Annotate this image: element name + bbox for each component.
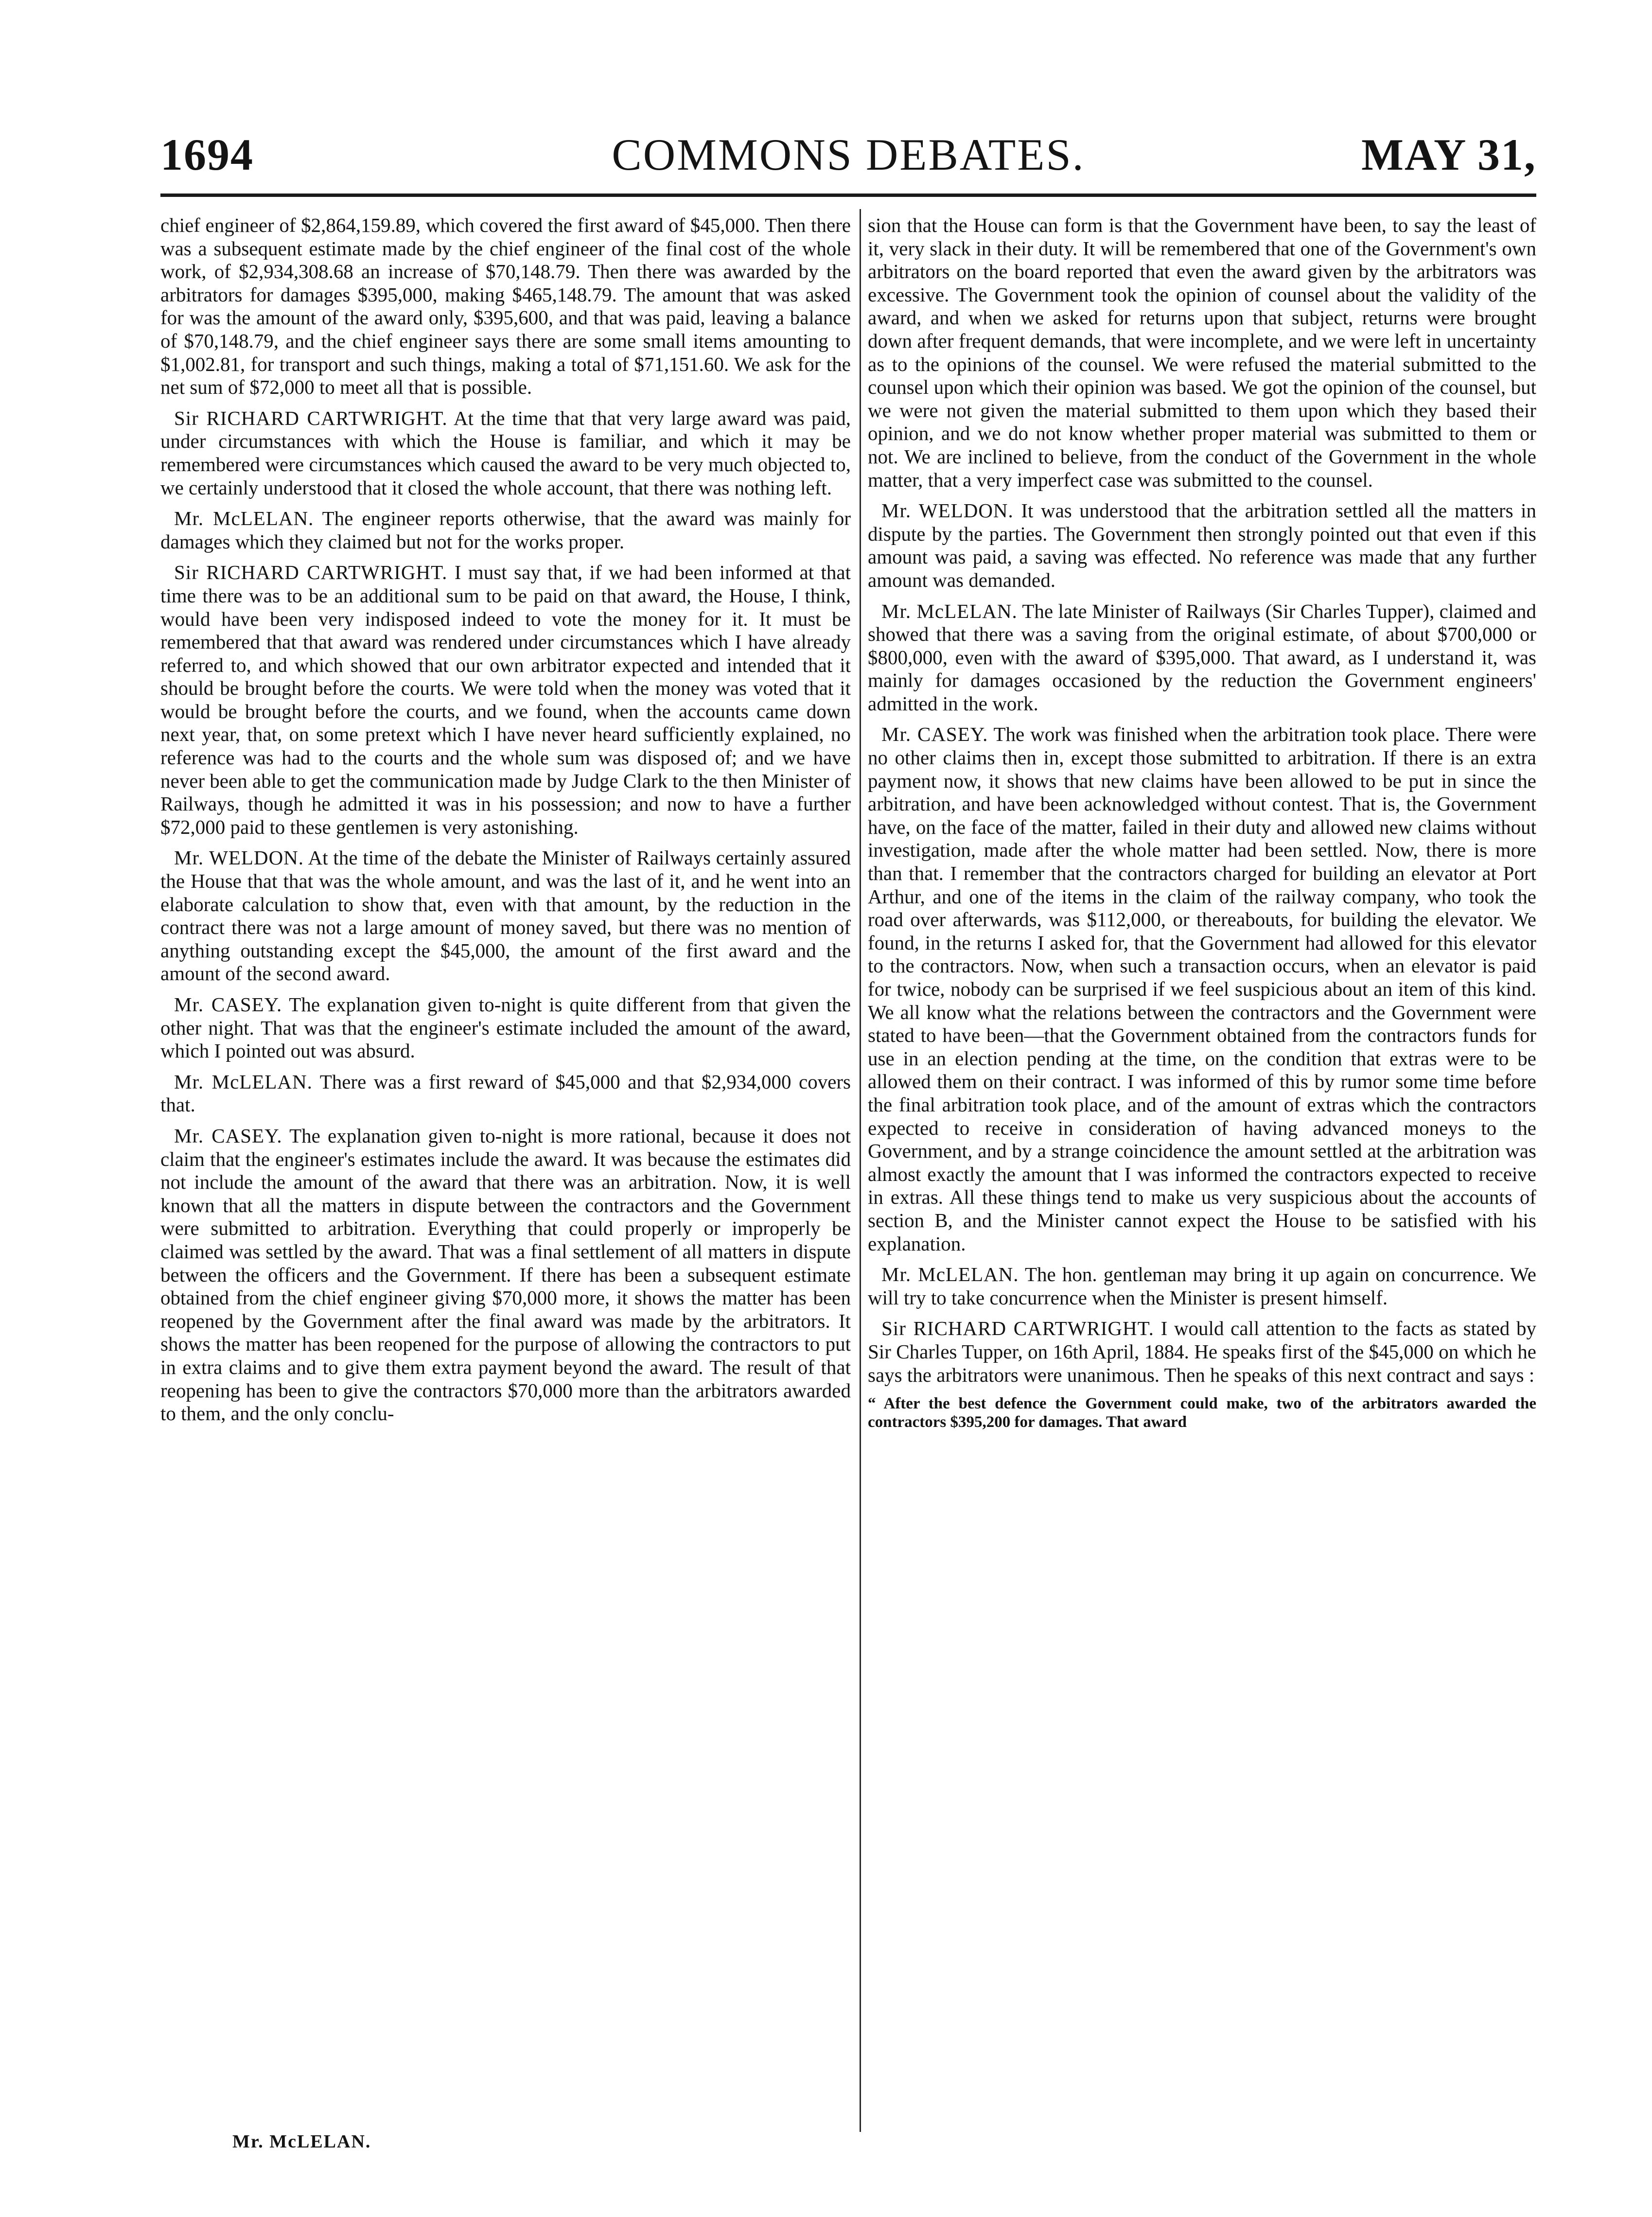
speaker-name: Mr. McLELAN. [881, 599, 1018, 622]
page-title: COMMONS DEBATES. [612, 130, 1085, 179]
paragraph-text: At the time of the debate the Minister of Railways certainly assured the House that that was the whole amount, and was the last of it, and he went into an elaborate calculation to show that, even with that amount, by the reduction in the contract there was not a large amount of money saved, but there was no mention of anything outstanding except the $45,000, the amount of the first award and the amount of the second award. [160, 846, 851, 985]
speaker-name: Mr. CASEY. [174, 993, 282, 1016]
paragraph [160, 993, 851, 1063]
speaker-name: Sir RICHARD CARTWRIGHT. [174, 406, 448, 429]
speaker-name: Mr. WELDON. [174, 846, 304, 869]
page-footer: Mr. McLELAN. [232, 2131, 371, 2152]
paragraph-text: At the time that that very large award was paid, under circumstances with which the House is familiar, and which it may be remembered were circumstances which caused the award to be very much objected to, we certainly understood that it closed the whole account, that there was nothing left. [160, 406, 851, 499]
paragraph-text: The explanation given to-night is more rational, because it does not claim that the engineer's estimates include the award. It was because the estimates did not include the amount of the award that there was an arbitration. Now, it is well known that all the matters in dispute between the contractors and the Government were submitted to arbitration. Everything that could properly or improperly be claimed was settled by the award. That was a final settlement of all matters in dispute between the officers and the Government. If there has been a subsequent estimate obtained from the chief engineer giving $70,000 more, it shows the matter has been reopened by the Government after the final award was made by the arbitrators. It shows the matter has been reopened for the purpose of allowing the contractors to put in extra claims and to give them extra payment beyond the award. The result of that reopening has been to give the contractors $70,000 more than the arbitrators awarded to them, and the only conclu- [160, 1124, 851, 1425]
speaker-name: Mr. CASEY. [174, 1124, 282, 1147]
paragraph-text: There was a first reward of $45,000 and that $2,934,000 covers that. [160, 1070, 851, 1116]
quotation: “ After the best defence the Government could make, two of the arbitrators awarded the contractors $395,200 for damages. That award [868, 1395, 1536, 1431]
page-header [160, 124, 1536, 197]
page-number: 1694 [160, 130, 254, 179]
paragraph [868, 1263, 1536, 1309]
paragraph-text: The explanation given to-night is quite different from that given the other night. That was that the engineer's estimate included the amount of the award, which I pointed out was absurd. [160, 993, 851, 1062]
column-divider [860, 209, 861, 2132]
speaker-name: Mr. McLELAN. [174, 507, 314, 530]
paragraph [868, 723, 1536, 1255]
paragraph-text: The work was finished when the arbitration took place. There were no other claims then in, except those submitted to arbitration. If there is an extra payment now, it shows that new claims have been allowed to be put in since the arbitration, and have been acknowledged without contest. That is, the Government have, on the face of the matter, failed in their duty and allowed new claims without investigation, made after the whole matter had been settled. Now, there is more than that. I remember that the contractors charged for building an elevator at Port Arthur, and one of the items in the claim of the railway company, who took the road over afterwards, was $112,000, or thereabouts, for building the elevator. We found, in the returns I asked for, that the Government had allowed for this elevator to the contractors. Now, when such a transaction occurs, when an elevator is paid for twice, nobody can be surprised if we feel suspicious about an item of this kind. We all know what the relations between the contractors and the Government were stated to have been—that the Government obtained from the contractors funds for use in an election pending at the time, on the condition that extras were to be allowed them on their contract. I was informed of this by rumor some time before the final arbitration took place, and of the amount of extras which the contractors expected to receive in consideration of having advanced moneys to the Government, and by a strange coincidence the amount settled at the arbitration was almost exactly the amount that I was informed the contractors expected to receive in extras. All these things tend to make us very suspicious about the accounts of section B, and the Minister cannot expect the House to be satisfied with his explanation. [868, 723, 1536, 1255]
paragraph [160, 846, 851, 985]
paragraph-text: I would call attention to the facts as stated by Sir Charles Tupper, on 16th April, 1884. He speaks first of the $45,000 on which he says the arbitrators were unanimous. Then he speaks of this next contract and says : [868, 1317, 1536, 1386]
paragraph [868, 1317, 1536, 1387]
paragraph-text: I must say that, if we had been informed at that time there was to be an additional sum to be paid on that award, the House, I think, would have been very indisposed indeed to vote the money for it. It must be remembered that that award was rendered under circumstances which I have already referred to, and which showed that our own arbitrator expected and intended that it should be brought before the courts. We were told when the money was voted that it would be brought before the courts, and we found, when the accounts came down next year, that, on some pretext which I have never heard sufficiently explained, no reference was had to the courts and the whole sum was disposed of; and we have never been able to get the communication made by Judge Clark to the then Minister of Railways, though he admitted it was in his possession; and now to have a further $72,000 paid to these gentlemen is very astonishing. [160, 561, 851, 838]
paragraph [868, 600, 1536, 716]
paragraph [160, 561, 851, 839]
page-date: MAY 31, [1361, 130, 1536, 179]
paragraph-text: The hon. gentleman may bring it up again on concurrence. We will try to take concurrence when the Minister is present himself. [868, 1263, 1537, 1309]
paragraph [160, 214, 851, 399]
paragraph-text: sion that the House can form is that the Government have been, to say the least of it, very slack in their duty. It will be remembered that one of the Government's own arbitrators on the board reported that even the award given by the arbitrators was excessive. The Government took the opinion of counsel about the validity of the award, and when we asked for returns upon that subject, returns were brought down after frequent demands, that were incomplete, and we were left in uncertainty as to the opinions of the counsel. We were refused the material submitted to the counsel upon which their opinion was based. We got the opinion of the counsel, but we were not given the material submitted to them upon which they based their opinion, and we do not know whether proper material was submitted to them or not. We are inclined to believe, from the conduct of the Government in the whole matter, that a very imperfect case was submitted to the counsel. [868, 214, 1536, 491]
paragraph [868, 499, 1536, 592]
paragraph [160, 1071, 851, 1117]
header-rule [160, 194, 1536, 197]
paragraph-text: chief engineer of $2,864,159.89, which covered the first award of $45,000. Then there was a subsequent estimate made by the chief engineer of the final cost of the whole work, of $2,934,308.68 an increase of $70,148.79. Then there was awarded by the arbitrators for damages $395,000, making $465,148.79. The amount that was asked for was the amount of the award only, $395,600, and that was paid, leaving a balance of $70,148.79, and the chief engineer says there are some small items amounting to $1,002.81, for transport and such things, making a total of $71,151.60. We ask for the net sum of $72,000 to meet all that is possible. [160, 214, 851, 399]
paragraph-text: It was understood that the arbitration settled all the matters in dispute by the parties. The Government then strongly pointed out that even if this amount was paid, a saving was effected. No reference was made that any further amount was demanded. [868, 499, 1536, 591]
paragraph-text: The late Minister of Railways (Sir Charles Tupper), claimed and showed that there was a saving from the original estimate, of about $700,000 or $800,000, even with the award of $395,000. That award, as I understand it, was mainly for damages occasioned by the reduction the Government engineers' admitted in the work. [868, 599, 1536, 715]
paragraph [160, 1125, 851, 1425]
paragraph [160, 507, 851, 553]
paragraph [160, 407, 851, 499]
speaker-name: Mr. McLELAN. [174, 1070, 313, 1093]
speaker-name: Mr. McLELAN. [881, 1263, 1019, 1286]
left-column [160, 214, 851, 1433]
speaker-name: Sir RICHARD CARTWRIGHT. [881, 1317, 1154, 1340]
speaker-name: Mr. CASEY. [881, 723, 988, 746]
paragraph-text: The engineer reports otherwise, that the award was mainly for damages which they claimed but not for the works proper. [160, 507, 851, 553]
paragraph [868, 214, 1536, 492]
right-column [868, 214, 1536, 1439]
speaker-name: Sir RICHARD CARTWRIGHT. [174, 561, 448, 584]
speaker-name: Mr. WELDON. [881, 499, 1014, 522]
